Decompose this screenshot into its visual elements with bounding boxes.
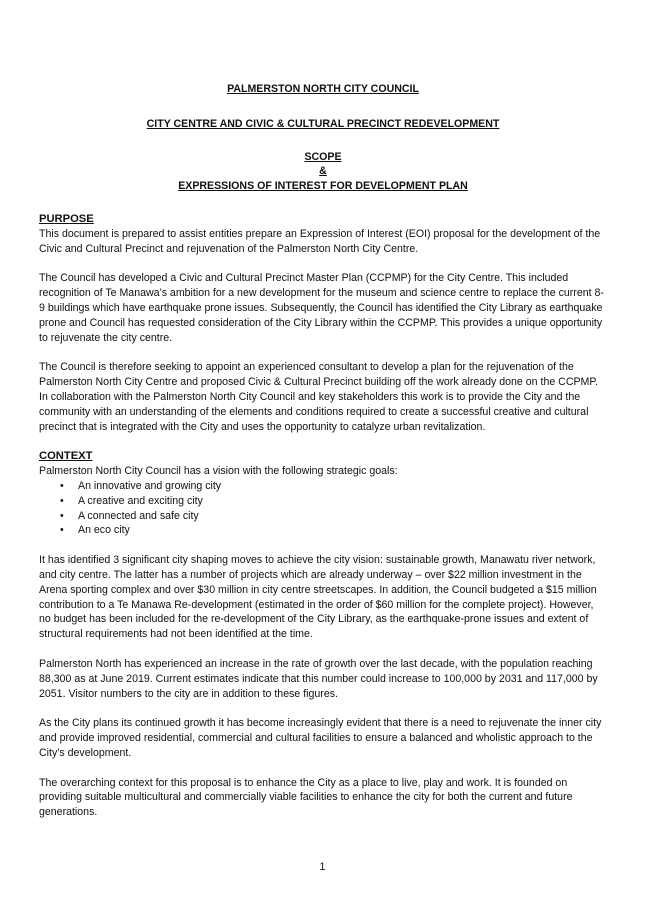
scope-title: SCOPE (304, 150, 342, 163)
project-title: CITY CENTRE AND CIVIC & CULTURAL PRECINCT REDEVELOPMENT (146, 117, 500, 130)
list-item (39, 479, 607, 494)
context-section (39, 449, 607, 820)
purpose-heading: PURPOSE (39, 212, 94, 225)
list-item (39, 494, 607, 509)
context-heading: CONTEXT (39, 450, 93, 463)
goal-text: A creative and exciting city (78, 494, 203, 507)
bullet-icon: • (60, 494, 64, 507)
goal-text: An innovative and growing city (78, 479, 222, 492)
page-number: 1 (319, 861, 326, 873)
purpose-paragraph-1: This document is prepared to assist entities prepare an Expression of Interest (EOI) proposal for the development of the Civic and Cultural Precinct and rejuvenation of the Palmerston North City Centre. (39, 227, 601, 255)
bullet-icon: • (60, 509, 64, 522)
context-paragraph-2: Palmerston North has experienced an increase in the rate of growth over the last decade, with the population reaching 88,300 as at June 2019. Current estimates indicate that this number could increase to 100,000 by 2031 and 117,000 by 2051. Visitor numbers to the city are in addition to these figures. (39, 657, 598, 700)
bullet-icon: • (60, 479, 64, 492)
context-paragraph-1: It has identified 3 significant city shaping moves to achieve the city vision: sustainable growth, Manawatu river network, and city centre. The latter has a number of projects which are already underway – over $22 million investment in the Arena sporting complex and over $30 million in city centre streetscapes. In addition, the Council budgeted a $15 million contribution to a Te Manawa Re-development (estimated in the order of $60 million for the complete project). However, no budget has been included for the re-development of the City Library, as the earthquake-prone issues and extent of structural requirements had not been identified at the time. (39, 554, 597, 641)
list-item (39, 523, 607, 538)
context-paragraph-3: As the City plans its continued growth it has become increasingly evident that there is a need to rejuvenate the inner city and provide improved residential, commercial and cultural facilities to ensure a balanced and wholistic approach to the City’s development. (39, 717, 602, 759)
goal-text: A connected and safe city (78, 509, 199, 522)
list-item (39, 509, 607, 524)
purpose-paragraph-2: The Council has developed a Civic and Cultural Precinct Master Plan (CCPMP) for the City Centre. This included recognition of Te Manawa’s ambition for a new development for the museum and science centre to replace the current 8-9 buildings which have earthquake prone issues. Subsequently, the Council has identified the City Library as earthquake prone and Council has requested consideration of the City Library within the CCPMP. This provides a unique opportunity to rejuvenate the city centre. (39, 272, 604, 344)
purpose-section (39, 212, 607, 434)
context-intro: Palmerston North City Council has a vision with the following strategic goals: (39, 465, 398, 478)
strategic-goals-list (39, 479, 607, 538)
organization-title: PALMERSTON NORTH CITY COUNCIL (227, 83, 419, 95)
ampersand-title: & (319, 165, 327, 178)
document-page (39, 80, 607, 820)
bullet-icon: • (60, 524, 64, 537)
eoi-title: EXPRESSIONS OF INTEREST FOR DEVELOPMENT PLAN (178, 180, 468, 193)
context-paragraph-4: The overarching context for this proposal is to enhance the City as a place to live, play and work. It is founded on providing suitable multicultural and commercially viable facilities to enhance the city for both the current and future generations. (39, 776, 573, 819)
purpose-paragraph-3: The Council is therefore seeking to appoint an experienced consultant to develop a plan for the rejuvenation of the Palmerston North City Centre and proposed Civic & Cultural Precinct building off the work already done on the CCPMP. In collaboration with the Palmerston North City Council and key stakeholders this work is to provide the City and the community with an understanding of the elements and conditions required to create a successful creative and cultural precinct that is integrated with the City and uses the opportunity to catalyze urban revitalization. (39, 361, 599, 433)
goal-text: An eco city (78, 524, 130, 537)
